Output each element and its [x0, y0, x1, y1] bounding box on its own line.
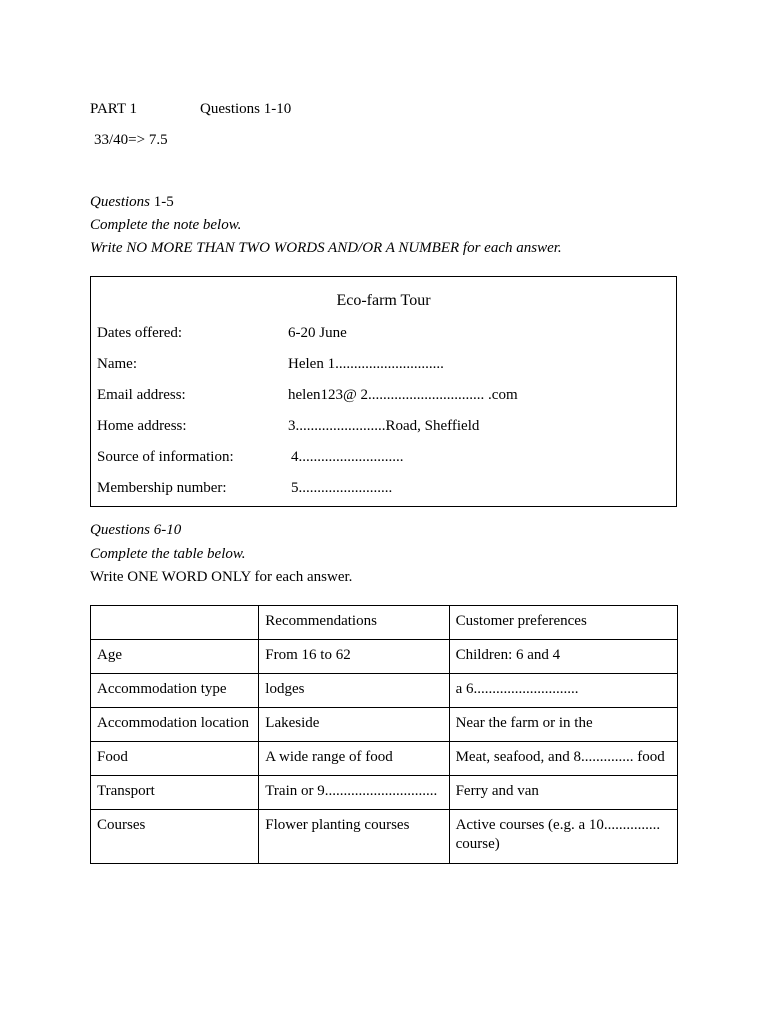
table-cell: Transport — [91, 776, 259, 810]
note-label: Home address: — [97, 418, 187, 434]
note-label: Membership number: — [97, 480, 227, 496]
table-cell: From 16 to 62 — [259, 640, 449, 674]
note-label: Dates offered: — [97, 325, 183, 341]
note-label: Name: — [97, 356, 137, 372]
part-label: PART 1 — [90, 101, 138, 117]
table-row — [91, 674, 678, 708]
part-questions-range: Questions 1-10 — [200, 101, 292, 117]
section1-heading-number: 1-5 — [150, 194, 174, 210]
note-row-membership — [91, 480, 676, 500]
note-box — [90, 276, 677, 507]
table-cell: Courses — [91, 810, 259, 864]
table-cell: Active courses (e.g. a 10............... course) — [449, 810, 677, 864]
note-value: 5......................... — [291, 480, 393, 496]
note-title: Eco-farm Tour — [336, 292, 431, 309]
preferences-table — [90, 605, 678, 864]
table-cell: Train or 9.............................. — [259, 776, 449, 810]
section2-instruction-1: Complete the table below. — [90, 546, 246, 562]
note-value: helen123@ 2............................... .com — [288, 387, 518, 403]
table-row — [91, 742, 678, 776]
table-row — [91, 776, 678, 810]
table-cell: Near the farm or in the — [449, 708, 677, 742]
note-row-dates — [91, 325, 676, 345]
note-row-source — [91, 449, 676, 469]
table-cell: Age — [91, 640, 259, 674]
score-note: 33/40=> 7.5 — [94, 132, 168, 148]
section1-instruction-1: Complete the note below. — [90, 217, 242, 233]
table-header-cell: Recommendations — [259, 606, 449, 640]
table-cell: a 6............................ — [449, 674, 677, 708]
note-value: 6-20 June — [288, 325, 347, 341]
table-cell: Lakeside — [259, 708, 449, 742]
table-header-cell: Customer preferences — [449, 606, 677, 640]
table-cell: A wide range of food — [259, 742, 449, 776]
note-value: Helen 1............................. — [288, 356, 444, 372]
section1-instruction-2: Write NO MORE THAN TWO WORDS AND/OR A NUMBER for each answer. — [90, 240, 562, 256]
table-header-cell — [91, 606, 259, 640]
note-value: 4............................ — [291, 449, 404, 465]
table-cell: Flower planting courses — [259, 810, 449, 864]
section1-heading-word: Questions — [90, 194, 150, 210]
table-cell: lodges — [259, 674, 449, 708]
table-row — [91, 708, 678, 742]
note-label: Source of information: — [97, 449, 234, 465]
section1-heading — [90, 194, 174, 211]
note-row-name — [91, 356, 676, 376]
table-row — [91, 640, 678, 674]
note-label: Email address: — [97, 387, 186, 403]
table-row — [91, 810, 678, 864]
table-header-row — [91, 606, 678, 640]
table-cell: Accommodation type — [91, 674, 259, 708]
table-cell: Ferry and van — [449, 776, 677, 810]
section2-instruction-2: Write ONE WORD ONLY for each answer. — [90, 569, 353, 585]
note-value: 3........................Road, Sheffield — [288, 418, 480, 434]
table-cell: Accommodation location — [91, 708, 259, 742]
section2-heading: Questions 6-10 — [90, 522, 182, 538]
note-row-email — [91, 387, 676, 407]
note-row-home-address — [91, 418, 676, 438]
table-cell: Meat, seafood, and 8.............. food — [449, 742, 677, 776]
table-cell: Children: 6 and 4 — [449, 640, 677, 674]
table-cell: Food — [91, 742, 259, 776]
